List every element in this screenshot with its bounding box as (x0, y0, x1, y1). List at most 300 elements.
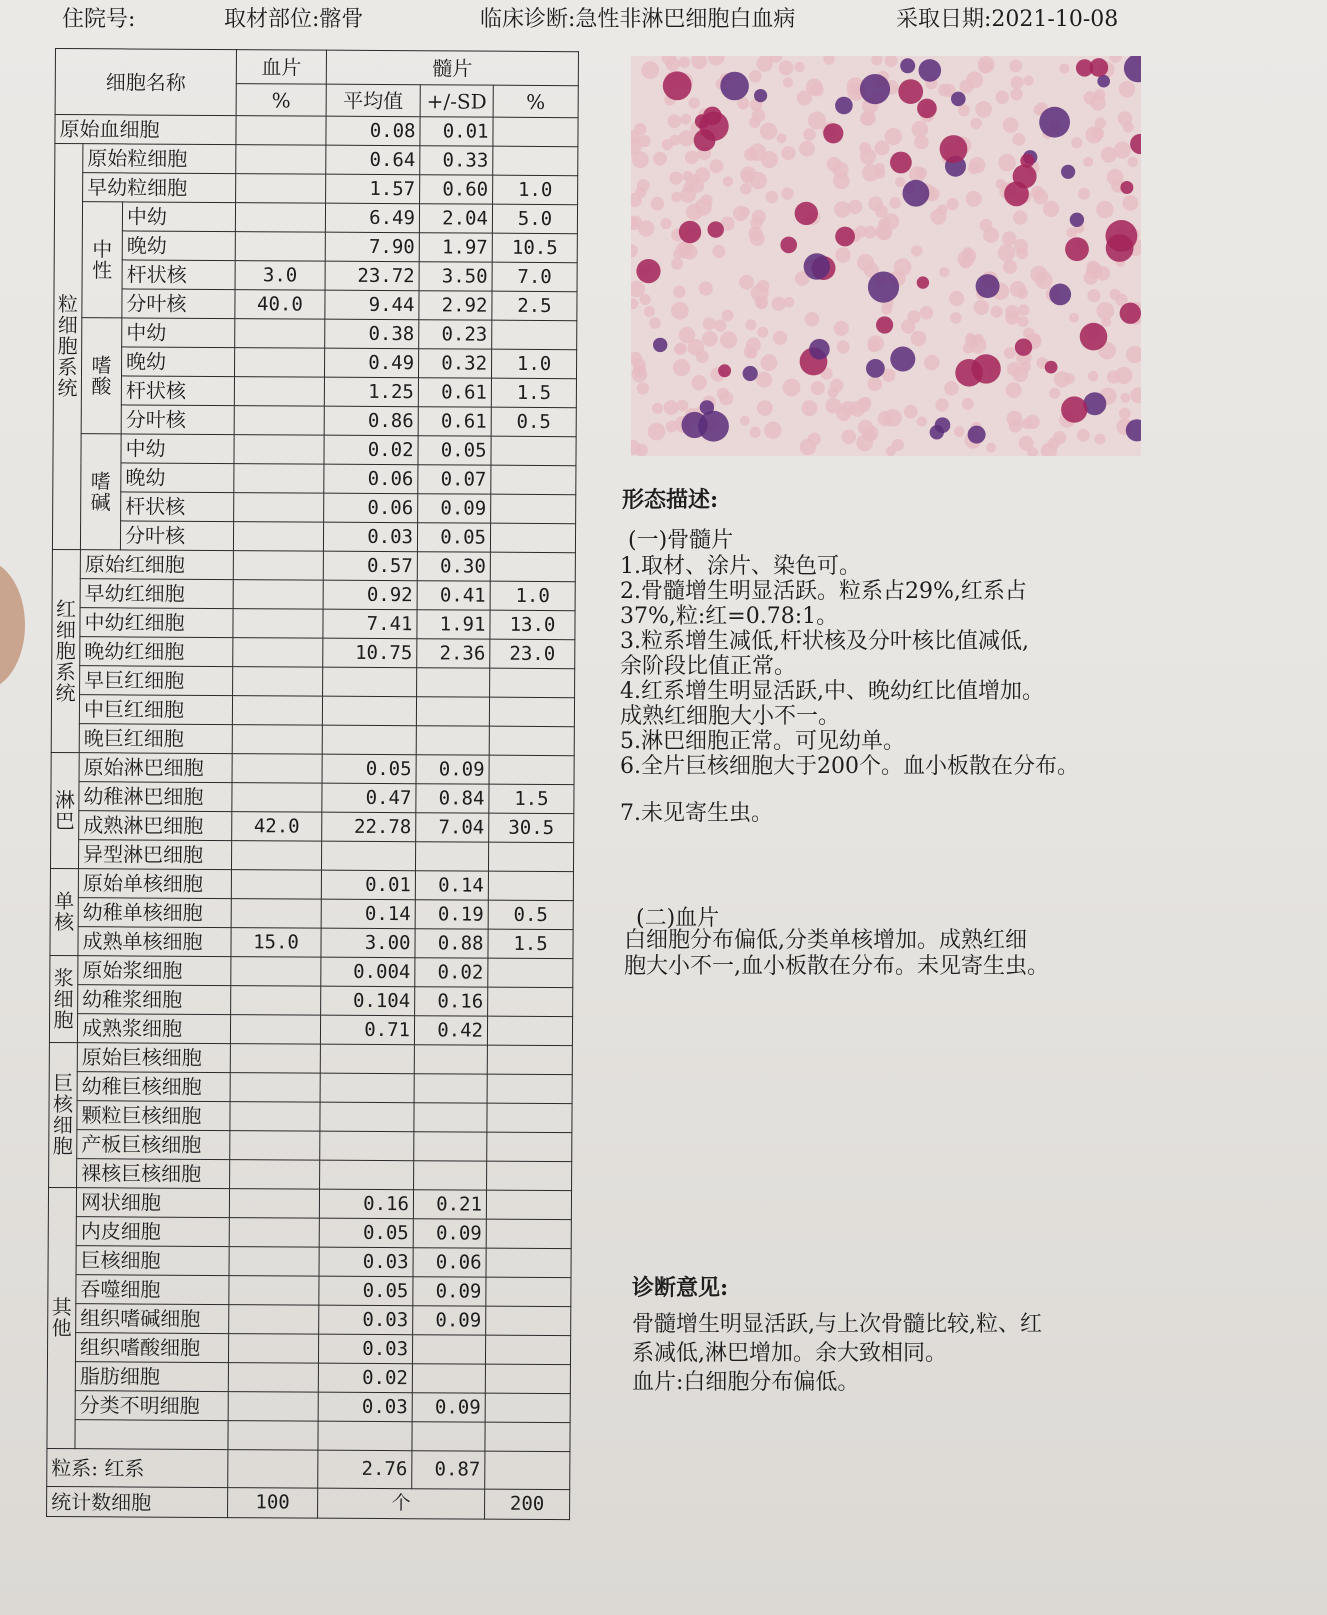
cell-mean: 0.03 (318, 1334, 412, 1364)
cell-sd: 2.36 (417, 639, 490, 668)
cell-mean (321, 841, 415, 871)
cell-mean (318, 1421, 412, 1451)
nucleated-cell (809, 339, 830, 360)
cell-sd: 0.21 (413, 1190, 486, 1219)
red-cell (823, 56, 835, 65)
cell-name: 成熟单核细胞 (78, 927, 231, 957)
cell-marrow-pct (493, 117, 578, 147)
table-row (51, 723, 574, 755)
red-cell (969, 157, 985, 173)
red-cell (885, 128, 902, 145)
cell-mean: 0.57 (323, 551, 417, 581)
red-cell (1101, 317, 1111, 327)
cell-marrow-pct: 23.0 (490, 639, 575, 669)
red-cell (669, 171, 682, 184)
header-marrow-smear: 髓片 (326, 50, 578, 86)
cell-marrow-pct (485, 1422, 570, 1452)
ratio-row (47, 1448, 570, 1489)
red-cell (808, 111, 826, 129)
cell-mean: 0.05 (319, 1218, 413, 1248)
cell-name: 分叶核 (121, 405, 234, 435)
table-row (50, 926, 573, 958)
cell-name: 原始单核细胞 (78, 869, 231, 899)
cell-blood-pct (231, 957, 321, 987)
red-cell (703, 317, 716, 330)
cell-blood-pct (233, 522, 323, 552)
nucleated-cell (917, 99, 937, 119)
cell-blood-pct (236, 174, 326, 204)
red-cell (701, 194, 713, 206)
cell-mean: 1.25 (324, 377, 418, 407)
red-cell (1077, 429, 1090, 442)
red-cell (864, 226, 877, 239)
nucleated-cell (976, 274, 1000, 298)
group-megakaryocyte-label: 巨核细胞 (52, 1071, 74, 1159)
group-basophil (80, 434, 121, 550)
cell-name: 晚幼 (122, 231, 235, 261)
cell-mean: 0.104 (321, 986, 415, 1016)
table-row (47, 1361, 570, 1393)
description-line: 成熟红细胞大小不一。 (620, 704, 841, 729)
cell-marrow-pct: 1.5 (488, 929, 573, 959)
red-cell (924, 355, 940, 371)
red-cell (837, 340, 850, 353)
cell-sd (412, 1364, 485, 1393)
cell-count-table (46, 48, 579, 1520)
cell-sd (414, 1074, 487, 1103)
cell-mean: 0.03 (318, 1392, 412, 1422)
red-cell (781, 187, 793, 199)
cell-mean (322, 696, 416, 726)
red-cell (671, 192, 682, 203)
red-cell (1069, 313, 1079, 323)
cell-name: 原始巨核细胞 (77, 1043, 230, 1073)
nucleated-cell (708, 221, 724, 237)
red-cell (884, 409, 902, 427)
cell-mean: 6.49 (325, 203, 419, 233)
header-blood-pct: % (236, 84, 326, 117)
red-cell (911, 245, 922, 256)
ratio-label: 粒系: 红系 (47, 1448, 228, 1487)
red-cell (739, 275, 754, 290)
red-cell (974, 300, 989, 315)
table-row (50, 984, 573, 1016)
blood-description-line: 胞大小不一,血小板散在分布。未见寄生虫。 (624, 954, 1049, 979)
cell-marrow-pct: 0.5 (488, 900, 573, 930)
table-row (49, 1071, 572, 1103)
red-cell (1006, 382, 1022, 398)
red-cell (859, 142, 871, 154)
nucleated-cell (1004, 182, 1029, 207)
cell-marrow-pct: 5.0 (492, 204, 577, 234)
red-cell (998, 244, 1016, 262)
red-cell (950, 312, 962, 324)
clinical-diagnosis-label: 临床诊断:急性非淋巴细胞白血病 (480, 7, 796, 32)
cell-blood-pct (229, 1189, 319, 1219)
red-cell (632, 151, 649, 168)
group-other (47, 1187, 77, 1448)
nucleated-cell (1065, 237, 1089, 261)
red-cell (1010, 88, 1023, 101)
cell-blood-pct (232, 754, 322, 784)
red-cell (1012, 133, 1025, 146)
red-cell (1119, 408, 1131, 420)
table-row (47, 1332, 570, 1364)
nucleated-cell (890, 152, 912, 174)
cell-mean (320, 1044, 414, 1074)
cell-name: 网状细胞 (76, 1188, 229, 1218)
red-cell (1083, 157, 1093, 167)
cell-marrow-pct: 1.5 (491, 378, 576, 408)
cell-blood-pct (234, 377, 324, 407)
header-cell-name: 细胞名称 (55, 49, 236, 116)
cell-sd (416, 726, 489, 755)
description-line: 1.取材、涂片、染色可。 (620, 554, 861, 579)
red-cell (750, 231, 765, 246)
cell-blood-pct (229, 1247, 319, 1277)
cell-mean: 0.05 (322, 754, 416, 784)
red-cell (723, 176, 733, 186)
group-lymphoid-label: 淋巴 (54, 787, 75, 833)
cell-sd (416, 697, 489, 726)
ratio-pct (485, 1451, 570, 1490)
red-cell (673, 359, 690, 376)
red-cell (757, 327, 768, 338)
red-cell (868, 335, 884, 351)
red-cell (677, 400, 689, 412)
cell-sd: 0.19 (415, 900, 488, 929)
cell-sd: 1.91 (417, 610, 490, 639)
cell-sd: 0.42 (414, 1016, 487, 1045)
cell-mean: 0.03 (323, 522, 417, 552)
cell-sd: 0.30 (417, 552, 490, 581)
cell-mean: 0.49 (324, 348, 418, 378)
cell-sd: 0.09 (413, 1277, 486, 1306)
red-cell (912, 121, 929, 138)
red-cell (803, 128, 816, 141)
red-cell (1128, 157, 1138, 167)
cell-name: 原始红细胞 (80, 550, 233, 580)
red-cell (1119, 81, 1136, 98)
red-cell (712, 245, 725, 258)
table-row (48, 1216, 571, 1248)
cell-blood-pct (231, 841, 321, 871)
nucleated-cell (951, 92, 966, 107)
red-cell (708, 56, 725, 66)
cell-sd: 0.32 (418, 349, 491, 378)
red-cell (1071, 137, 1082, 148)
table-row (52, 665, 575, 697)
header-blood-smear: 血片 (236, 50, 326, 85)
sample-date-label: 采取日期:2021-10-08 (896, 7, 1119, 32)
cell-blood-pct (235, 319, 325, 349)
table-row (53, 346, 576, 378)
cell-blood-pct (234, 464, 324, 494)
cell-marrow-pct (485, 1393, 570, 1423)
description-line: 7.未见寄生虫。 (620, 801, 773, 826)
red-cell (861, 111, 876, 126)
cell-name: 成熟浆细胞 (77, 1014, 230, 1044)
nucleated-cell (718, 364, 731, 377)
header-sd: +/-SD (420, 85, 493, 117)
red-cell (871, 56, 882, 65)
cell-marrow-pct (487, 1161, 572, 1191)
red-cell (745, 319, 756, 330)
cell-marrow-pct (486, 1277, 571, 1307)
cell-marrow-pct (488, 987, 573, 1017)
red-cell (761, 151, 778, 168)
cell-sd: 1.97 (419, 233, 492, 262)
nucleated-cell (823, 123, 843, 143)
cell-sd (414, 1045, 487, 1074)
description-lines (620, 554, 1079, 826)
red-cell (719, 391, 733, 405)
cell-sd: 0.14 (415, 871, 488, 900)
red-cell (664, 400, 679, 415)
cell-blood-pct: 40.0 (235, 290, 325, 320)
red-cell (750, 172, 767, 189)
cell-sd: 0.01 (420, 117, 493, 146)
red-cell (777, 133, 787, 143)
cell-mean: 23.72 (325, 261, 419, 291)
cell-blood-pct: 42.0 (232, 812, 322, 842)
cell-blood-pct (236, 145, 326, 175)
red-cell (916, 167, 927, 178)
group-plasma (49, 955, 78, 1042)
cell-sd (415, 842, 488, 871)
nucleated-cell (1076, 59, 1093, 76)
table-row (48, 1245, 571, 1277)
red-cell (802, 400, 818, 416)
red-cell (848, 200, 862, 214)
cell-blood-pct (233, 580, 323, 610)
red-cell (1122, 195, 1138, 211)
red-cell (962, 398, 974, 410)
red-cell (752, 109, 766, 123)
cell-sd: 0.60 (420, 175, 493, 204)
table-body (47, 115, 579, 1520)
red-cell (662, 139, 673, 150)
cell-marrow-pct: 2.5 (492, 291, 577, 321)
red-cell (1059, 63, 1069, 73)
red-cell (1013, 210, 1027, 224)
nucleated-cell (955, 359, 983, 387)
red-cell (965, 335, 978, 348)
table-row (55, 115, 578, 147)
nucleated-cell (900, 58, 915, 73)
red-cell (1007, 411, 1023, 427)
description-line: 37%,粒:红=0.78:1。 (620, 604, 839, 629)
cell-blood-pct (230, 1131, 320, 1161)
cell-marrow-pct (485, 1364, 570, 1394)
red-cell (781, 146, 795, 160)
cell-mean: 22.78 (322, 812, 416, 842)
cell-name: 杆状核 (121, 492, 234, 522)
red-cell (904, 405, 918, 419)
red-cell (1115, 367, 1132, 384)
red-cell (1109, 56, 1122, 63)
marrow-smear-subtitle: (一)骨髓片 (628, 528, 734, 553)
table-row (54, 288, 577, 320)
cell-blood-pct (233, 638, 323, 668)
red-cell (1005, 310, 1020, 325)
red-cell (958, 105, 970, 117)
cell-marrow-pct (485, 1335, 570, 1365)
red-cell (998, 154, 1016, 172)
cell-marrow-pct: 1.5 (489, 784, 574, 814)
cell-sd: 0.07 (418, 465, 491, 494)
red-cell (679, 327, 696, 344)
cell-mean: 7.41 (323, 609, 417, 639)
cell-blood-pct (236, 116, 326, 146)
cell-name: 分叶核 (120, 521, 233, 551)
red-cell (673, 286, 686, 299)
red-cell (637, 382, 649, 394)
red-cell (1033, 190, 1048, 205)
cell-marrow-pct: 30.5 (489, 813, 574, 843)
table-row (53, 375, 576, 407)
red-cell (892, 439, 904, 451)
table-row (52, 549, 575, 581)
nucleated-cell (663, 71, 692, 100)
red-cell (1126, 346, 1141, 363)
red-cell (957, 251, 974, 268)
nucleated-cell (835, 227, 855, 247)
cell-mean: 0.71 (320, 1015, 414, 1045)
table-row (53, 433, 576, 465)
red-cell (860, 397, 871, 408)
cell-name: 中幼 (122, 202, 235, 232)
cell-mean: 0.01 (321, 870, 415, 900)
red-cell (920, 306, 933, 319)
red-cell (970, 118, 982, 130)
red-cell (944, 381, 959, 396)
group-plasma-label: 浆细胞 (53, 965, 74, 1032)
cell-marrow-pct (487, 1074, 572, 1104)
cell-sd: 0.06 (413, 1248, 486, 1277)
red-cell (720, 331, 737, 348)
red-cell (652, 403, 663, 414)
cell-mean: 0.05 (319, 1276, 413, 1306)
cell-name: 杆状核 (122, 260, 235, 290)
cell-name: 产板巨核细胞 (77, 1130, 230, 1160)
blood-smear-subtitle: (二)血片 (636, 906, 720, 931)
red-cell (875, 168, 886, 179)
red-cell (1003, 117, 1019, 133)
red-cell (757, 280, 770, 293)
red-cell (722, 310, 734, 322)
nucleated-cell (1049, 284, 1071, 306)
red-cell (1097, 302, 1115, 320)
cell-sd: 0.41 (417, 581, 490, 610)
table-row (54, 202, 577, 234)
cell-sd: 0.09 (413, 1219, 486, 1248)
red-cell (949, 291, 964, 306)
nucleated-cell (890, 347, 915, 372)
cell-name: 原始粒细胞 (83, 144, 236, 174)
red-cell (799, 141, 815, 157)
red-cell (1018, 316, 1029, 327)
red-cell (911, 331, 927, 347)
cell-marrow-pct (488, 871, 573, 901)
red-cell (825, 398, 841, 414)
cell-blood-pct (233, 551, 323, 581)
red-cell (638, 135, 650, 147)
cell-mean: 0.14 (321, 899, 415, 929)
cell-blood-pct (231, 870, 321, 900)
red-cell (797, 90, 812, 105)
cell-marrow-pct (489, 697, 574, 727)
red-cell (764, 421, 782, 439)
description-line: 余阶段比值正常。 (620, 654, 797, 679)
cell-sd: 0.09 (412, 1393, 485, 1422)
nucleated-cell (720, 72, 749, 101)
red-cell (939, 267, 949, 277)
cell-mean (320, 1160, 414, 1190)
red-cell (632, 367, 648, 383)
red-cell (740, 207, 750, 217)
red-cell (750, 217, 762, 229)
nucleated-cell (795, 202, 818, 225)
cell-name (75, 1420, 228, 1450)
nucleated-cell (698, 411, 729, 442)
red-cell (1088, 371, 1099, 382)
group-basophil-label: 嗜碱 (90, 468, 111, 514)
cell-blood-pct (234, 348, 324, 378)
conclusion-lines (632, 1310, 1042, 1397)
red-cell (773, 331, 787, 345)
red-cell (810, 83, 823, 96)
red-cell (1020, 361, 1031, 372)
blood-description-line: 白细胞分布偏低,分类单核增加。成熟红细 (624, 928, 1027, 953)
cell-name: 颗粒巨核细胞 (77, 1101, 230, 1131)
cell-blood-pct: 3.0 (235, 261, 325, 291)
conclusion-line: 血片:白细胞分布偏低。 (632, 1370, 860, 1395)
cell-name: 巨核细胞 (76, 1246, 229, 1276)
cell-blood-pct (229, 1276, 319, 1306)
cell-mean: 7.90 (325, 232, 419, 262)
nucleated-cell (1039, 107, 1070, 138)
cell-mean: 0.02 (318, 1363, 412, 1393)
table-row (54, 230, 577, 262)
cell-mean: 0.02 (324, 435, 418, 465)
nucleated-cell (653, 338, 667, 352)
cell-sd: 0.09 (416, 755, 489, 784)
red-cell (1087, 289, 1100, 302)
cell-marrow-pct (486, 1306, 571, 1336)
red-cell (1019, 436, 1034, 451)
nucleated-cell (860, 74, 890, 104)
red-cell (750, 427, 761, 438)
red-cell (1096, 266, 1110, 280)
red-cell (631, 298, 638, 309)
red-cell (1107, 169, 1124, 186)
nucleated-cell (1045, 361, 1058, 374)
cell-blood-pct (234, 493, 324, 523)
red-cell (749, 70, 762, 83)
nucleated-cell (754, 89, 767, 102)
cell-marrow-pct (493, 146, 578, 176)
red-cell (1017, 288, 1028, 299)
cell-name: 早巨红细胞 (80, 666, 233, 696)
red-cell (740, 183, 752, 195)
red-cell (917, 416, 927, 426)
red-cell (761, 354, 778, 371)
red-cell (638, 220, 654, 236)
cell-blood-pct (228, 1334, 318, 1364)
red-cell (885, 56, 898, 67)
cell-blood-pct (229, 1305, 319, 1335)
